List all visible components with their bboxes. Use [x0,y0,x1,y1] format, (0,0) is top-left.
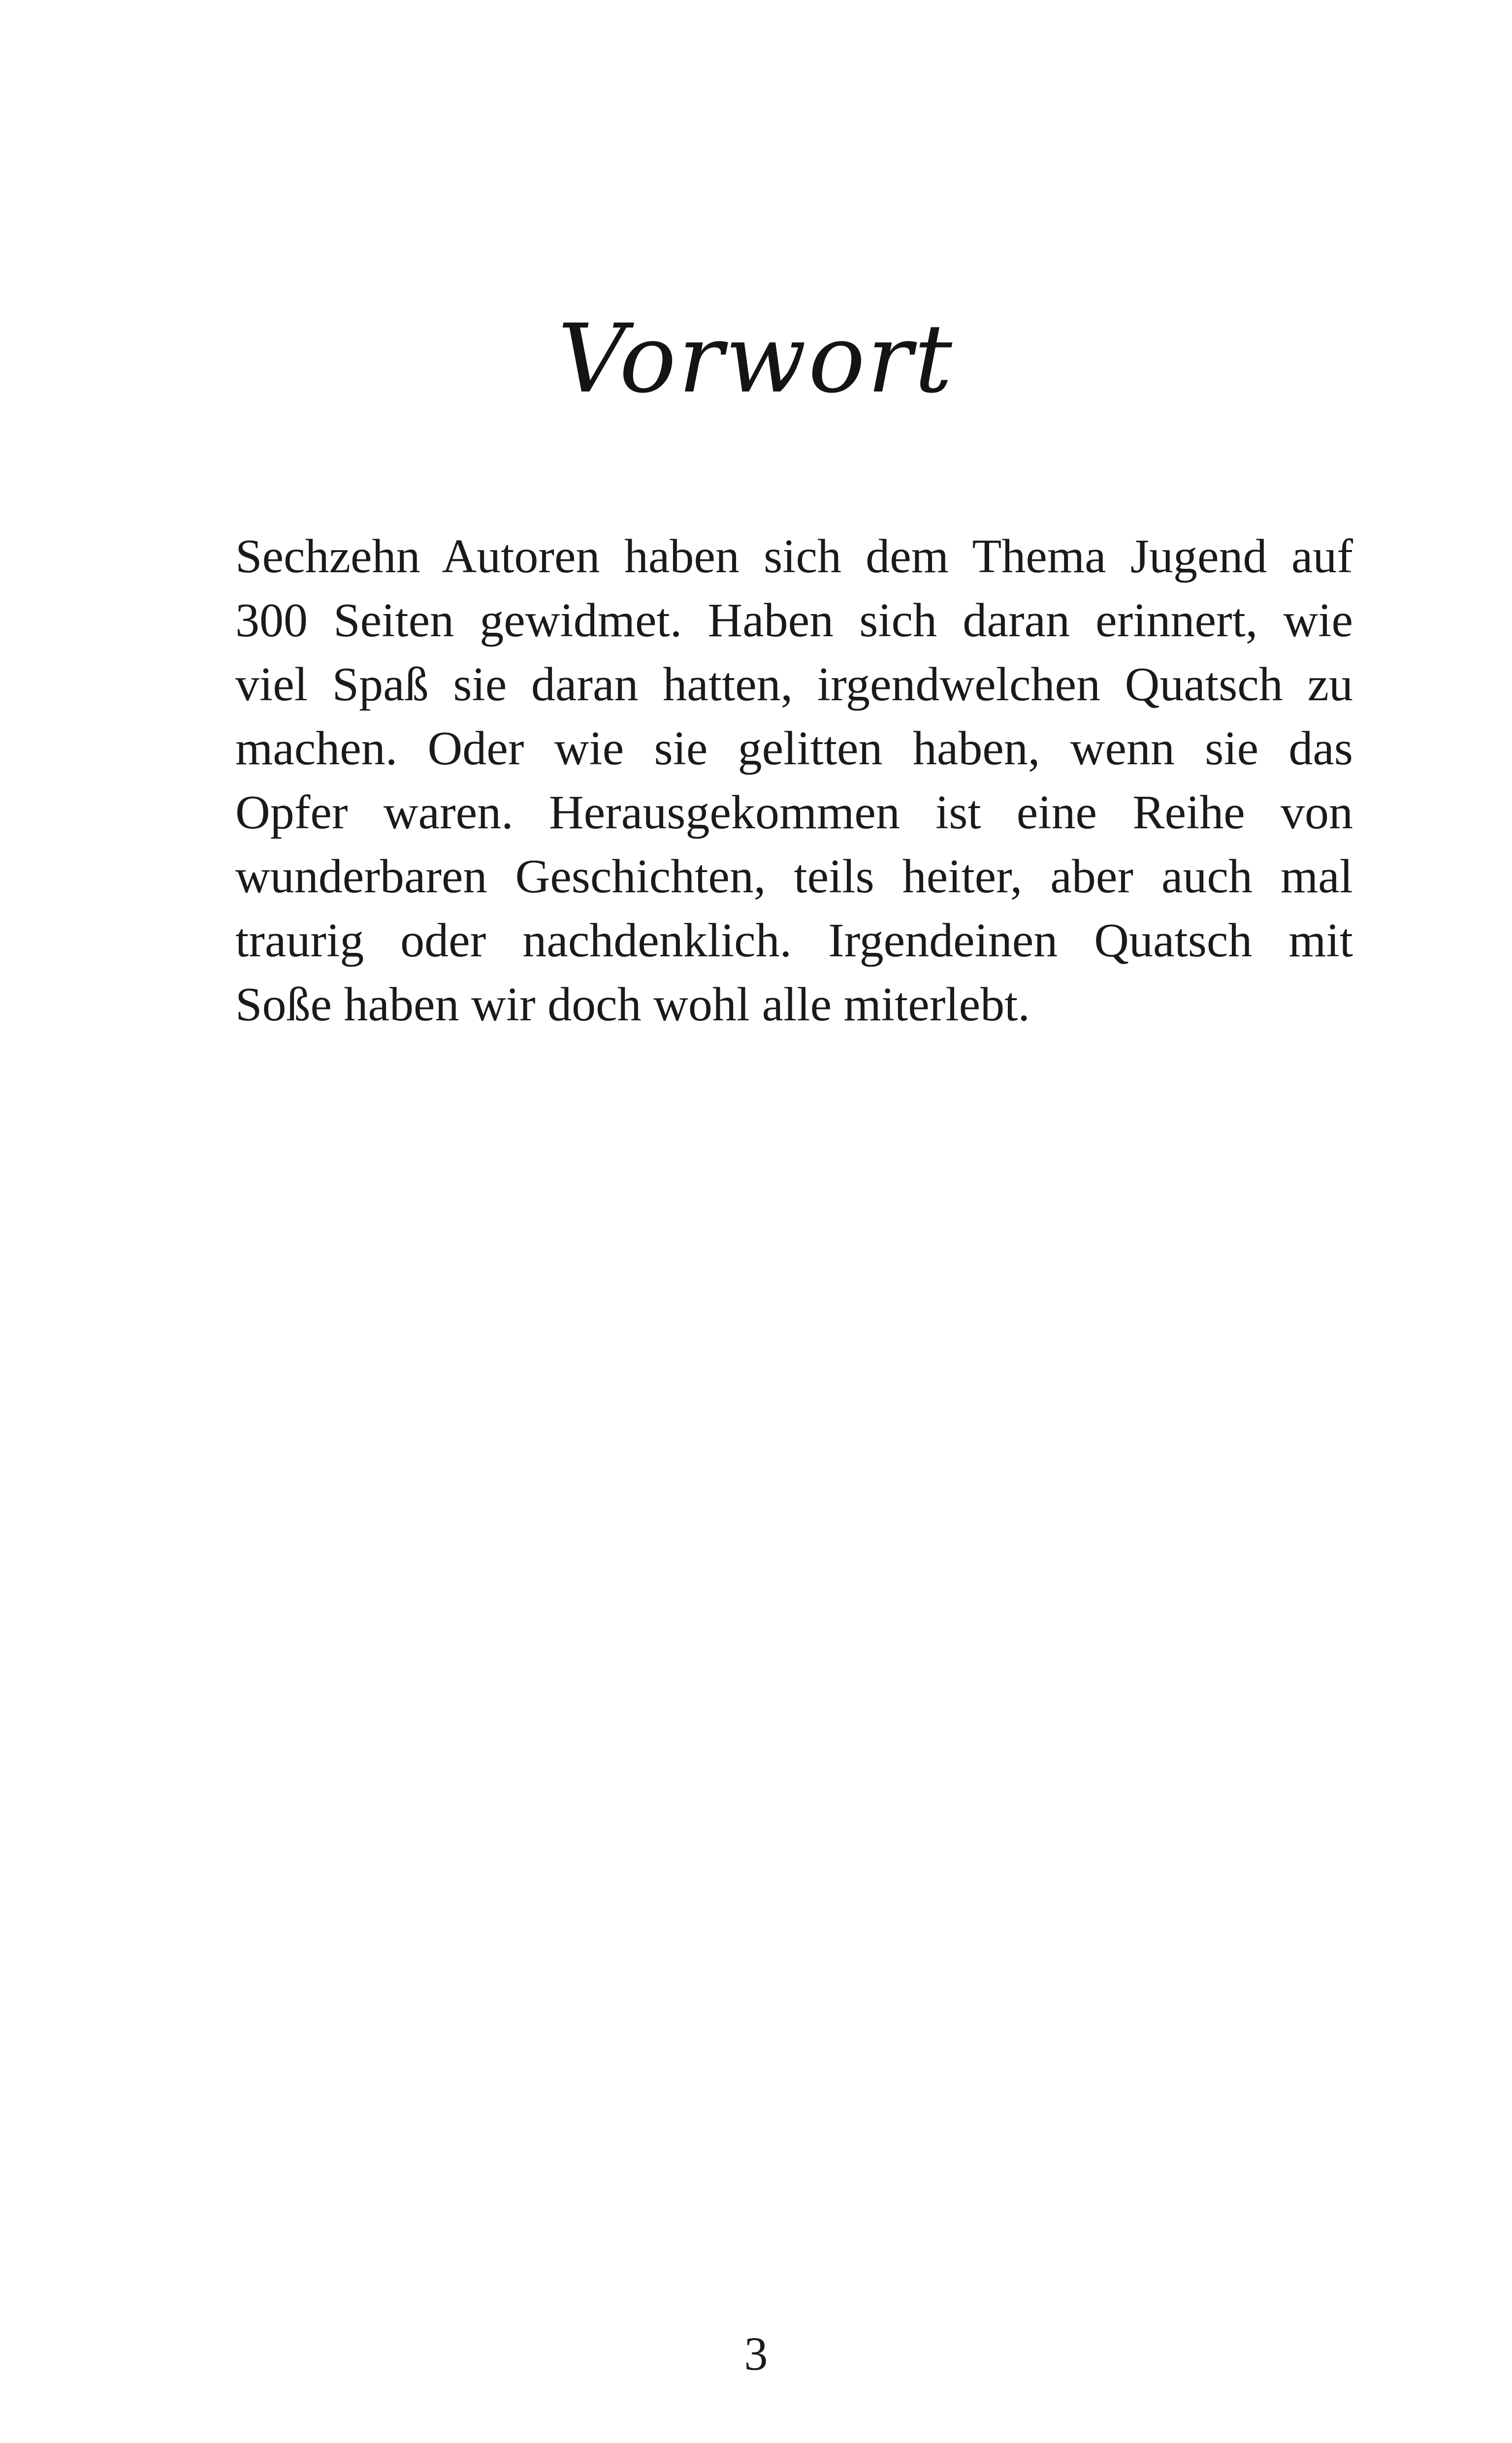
paragraph-line: Opfer waren. Herausgekommen ist eine Reihe von [235,786,1353,839]
paragraph-line: 300 Seiten gewidmet. Haben sich daran erinnert, wie [235,594,1353,647]
paragraph-line: wunderbaren Geschichten, teils heiter, aber auch mal [235,850,1353,903]
body-paragraph [235,524,1353,1037]
paragraph-line: traurig oder nachdenklich. Irgendeinen Quatsch mit [235,914,1353,967]
paragraph-line: Soße haben wir doch wohl alle miterlebt. [235,978,1030,1031]
page-title: Vorwort [557,304,955,414]
paragraph-line: viel Spaß sie daran hatten, irgendwelchen Quatsch zu [235,658,1353,711]
paragraph-line: machen. Oder wie sie gelitten haben, wenn sie das [235,722,1353,775]
paragraph-line: Sechzehn Autoren haben sich dem Thema Jugend auf [235,530,1353,583]
page-number: 3 [744,2327,768,2380]
